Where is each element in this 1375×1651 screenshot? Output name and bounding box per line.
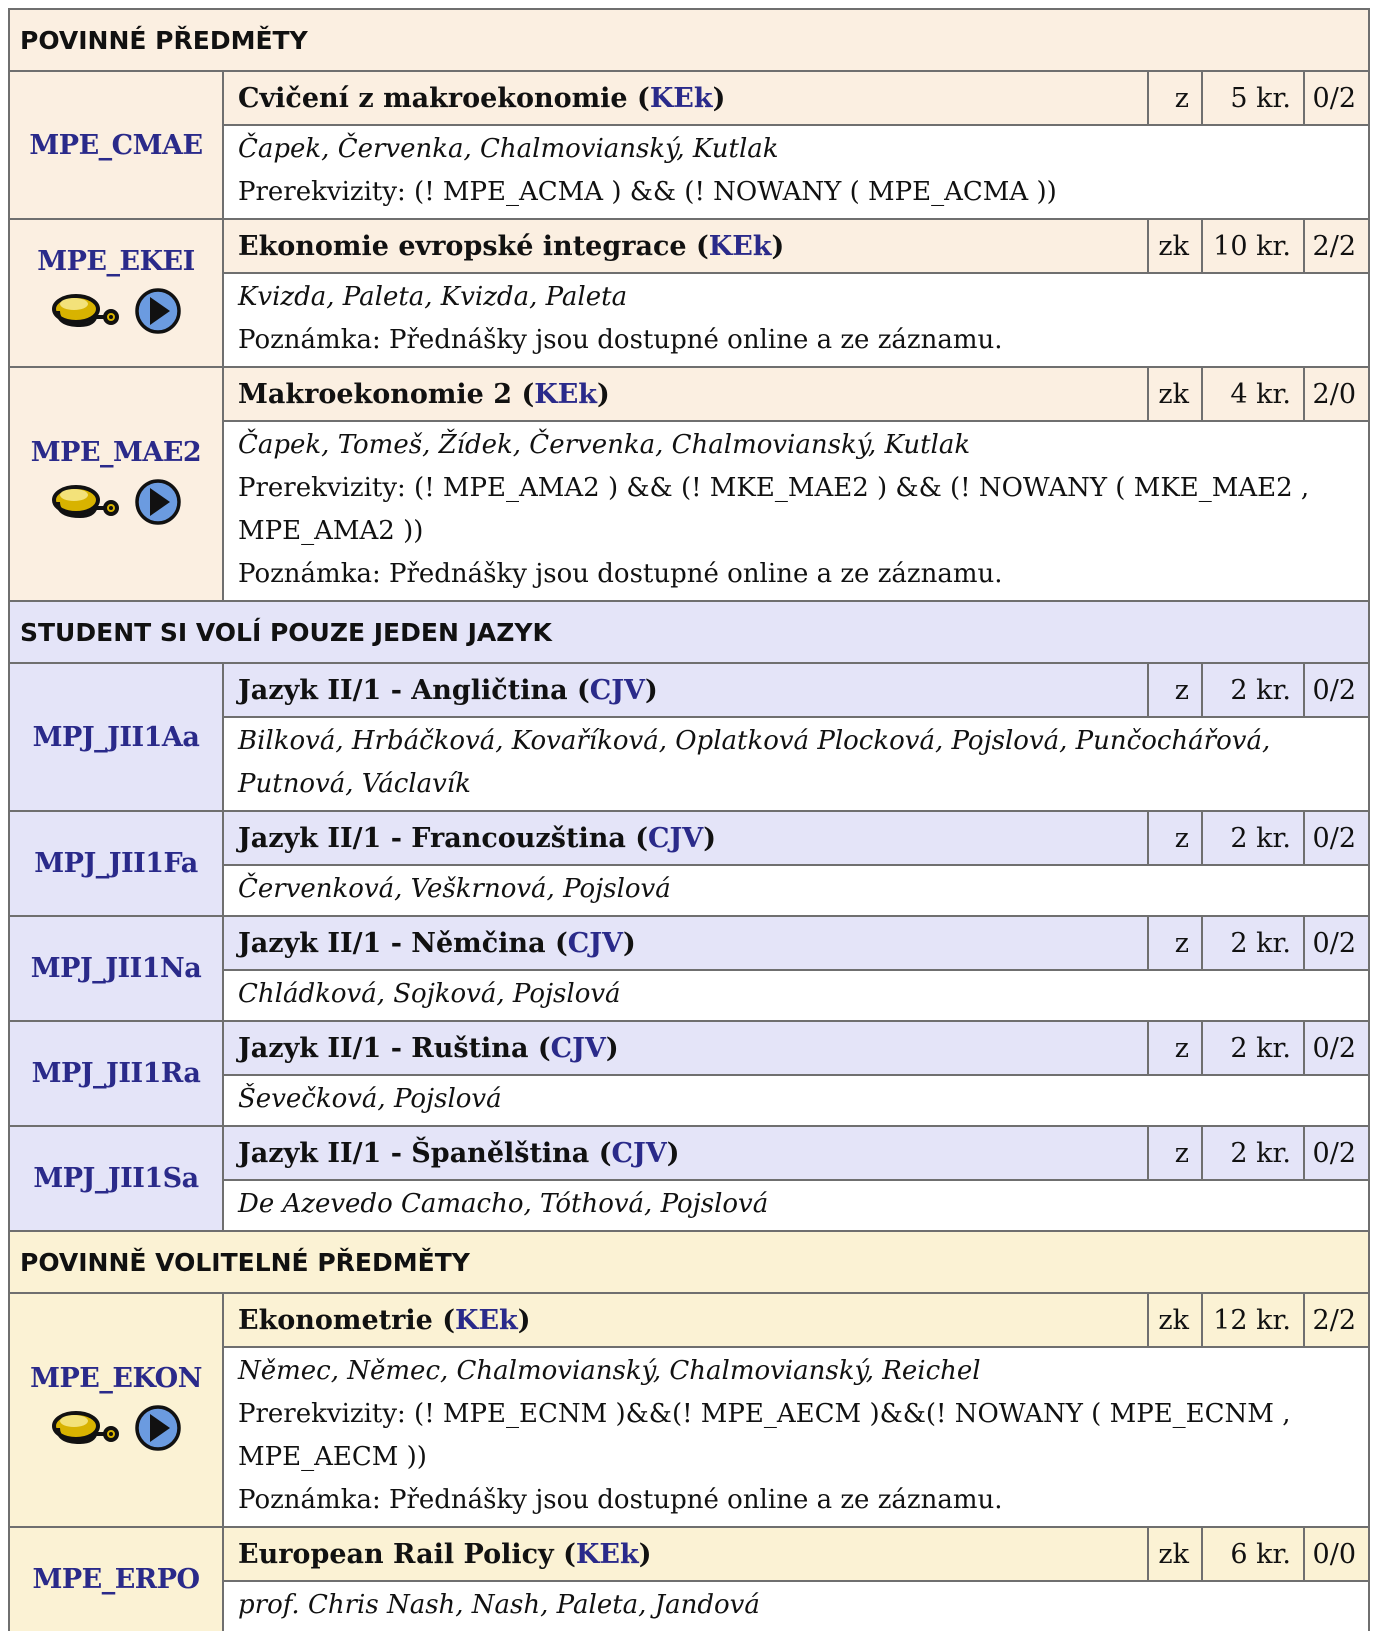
course-name: Ekonomie evropské integrace bbox=[238, 230, 687, 262]
course-title-row bbox=[224, 1528, 1368, 1582]
course-code-cell bbox=[10, 1127, 224, 1230]
paren-open: ( bbox=[567, 674, 590, 706]
course-title-row bbox=[224, 368, 1368, 422]
paren-open: ( bbox=[686, 230, 709, 262]
course-title bbox=[224, 1294, 1147, 1346]
department-link[interactable]: CJV bbox=[550, 1032, 606, 1064]
completion-type: zk bbox=[1147, 220, 1201, 272]
course-row bbox=[8, 662, 1370, 810]
teachers: Ševečková, Pojslová bbox=[238, 1084, 502, 1114]
course-details bbox=[224, 866, 1368, 915]
course-note: Poznámka: Přednášky jsou dostupné online a ze záznamu. bbox=[238, 1485, 1003, 1515]
paren-open: ( bbox=[528, 1032, 551, 1064]
credits: 2 kr. bbox=[1201, 1022, 1303, 1074]
paren-close: ) bbox=[712, 82, 726, 114]
course-body bbox=[224, 368, 1368, 600]
paren-open: ( bbox=[512, 378, 535, 410]
course-note: Poznámka: Přednášky jsou dostupné online a ze záznamu. bbox=[238, 559, 1003, 589]
department-link[interactable]: CJV bbox=[589, 674, 645, 706]
video-camera-icon[interactable] bbox=[50, 287, 120, 340]
hours: 0/2 bbox=[1303, 72, 1368, 124]
course-row bbox=[8, 366, 1370, 600]
course-body bbox=[224, 1022, 1368, 1125]
credits: 5 kr. bbox=[1201, 72, 1303, 124]
course-body bbox=[224, 1294, 1368, 1526]
teachers: Kvizda, Paleta, Kvizda, Paleta bbox=[238, 282, 628, 312]
paren-open: ( bbox=[625, 822, 649, 854]
course-code-cell bbox=[10, 1022, 224, 1125]
hours: 2/0 bbox=[1303, 368, 1368, 420]
course-title-row bbox=[224, 917, 1368, 971]
prerequisites: Prerekvizity: (! MPE_AMA2 ) && (! MKE_MAE2 ) && (! NOWANY ( MKE_MAE2 , MPE_AMA2 )) bbox=[238, 473, 1310, 546]
course-code-link[interactable]: MPJ_JII1Aa bbox=[32, 721, 200, 753]
course-row bbox=[8, 1020, 1370, 1125]
course-title bbox=[224, 917, 1147, 969]
course-code-cell bbox=[10, 917, 224, 1020]
paren-open: ( bbox=[553, 1538, 576, 1570]
course-code-link[interactable]: MPJ_JII1Fa bbox=[34, 848, 198, 879]
course-name: Ekonometrie bbox=[238, 1304, 433, 1336]
credits: 2 kr. bbox=[1201, 917, 1303, 969]
course-code-link[interactable]: MPE_CMAE bbox=[29, 129, 203, 161]
department-link[interactable]: KEk bbox=[534, 378, 598, 410]
paren-close: ) bbox=[517, 1304, 531, 1336]
course-details bbox=[224, 971, 1368, 1020]
course-row bbox=[8, 218, 1370, 366]
department-link[interactable]: CJV bbox=[611, 1137, 667, 1169]
play-icon[interactable] bbox=[134, 287, 182, 340]
department-link[interactable]: KEk bbox=[649, 82, 713, 114]
course-title bbox=[224, 220, 1147, 272]
paren-close: ) bbox=[638, 1538, 652, 1570]
course-details bbox=[224, 274, 1368, 366]
hours: 2/2 bbox=[1303, 1294, 1368, 1346]
completion-type: zk bbox=[1147, 1294, 1201, 1346]
course-name: Makroekonomie 2 bbox=[238, 378, 513, 410]
paren-close: ) bbox=[622, 927, 636, 959]
play-icon[interactable] bbox=[134, 478, 182, 531]
course-code-cell bbox=[10, 1528, 224, 1631]
credits: 2 kr. bbox=[1201, 812, 1303, 864]
paren-close: ) bbox=[666, 1137, 680, 1169]
course-code-cell bbox=[10, 1294, 224, 1526]
course-code-cell bbox=[10, 664, 224, 810]
course-row bbox=[8, 1292, 1370, 1526]
completion-type: z bbox=[1147, 664, 1201, 716]
course-title bbox=[224, 664, 1147, 716]
course-body bbox=[224, 1127, 1368, 1230]
credits: 12 kr. bbox=[1201, 1294, 1303, 1346]
course-name: Jazyk II/1 - Francouzština bbox=[238, 822, 626, 854]
course-code-cell bbox=[10, 220, 224, 366]
course-body bbox=[224, 664, 1368, 810]
hours: 2/2 bbox=[1303, 220, 1368, 272]
video-camera-icon[interactable] bbox=[50, 478, 120, 531]
course-title bbox=[224, 1022, 1147, 1074]
teachers: Němec, Němec, Chalmovianský, Chalmovianský, Reichel bbox=[238, 1356, 981, 1386]
course-code-link[interactable]: MPE_EKON bbox=[30, 1363, 202, 1394]
course-code-link[interactable]: MPE_MAE2 bbox=[30, 437, 202, 468]
course-row bbox=[8, 810, 1370, 915]
course-details bbox=[224, 1076, 1368, 1125]
paren-close: ) bbox=[644, 674, 658, 706]
section-heading: STUDENT SI VOLÍ POUZE JEDEN JAZYK bbox=[8, 600, 1370, 662]
course-code-cell bbox=[10, 72, 224, 218]
hours: 0/2 bbox=[1303, 917, 1368, 969]
hours: 0/2 bbox=[1303, 664, 1368, 716]
course-name: Jazyk II/1 - Angličtina bbox=[238, 674, 568, 706]
paren-close: ) bbox=[605, 1032, 619, 1064]
course-icons bbox=[50, 287, 182, 340]
course-title bbox=[224, 812, 1147, 864]
teachers: Čapek, Červenka, Chalmovianský, Kutlak bbox=[238, 134, 779, 164]
teachers: Bilková, Hrbáčková, Kovaříková, Oplatková Plocková, Pojslová, Punčochářová, Putnová, Václavík bbox=[238, 726, 1271, 799]
hours: 0/2 bbox=[1303, 1127, 1368, 1179]
course-name: Cvičení z makroekonomie bbox=[238, 82, 628, 114]
course-icons bbox=[50, 1404, 182, 1457]
course-code-link[interactable]: MPJ_JII1Na bbox=[30, 953, 202, 984]
course-title-row bbox=[224, 812, 1368, 866]
department-link[interactable]: CJV bbox=[567, 927, 623, 959]
course-title-row bbox=[224, 72, 1368, 126]
paren-open: ( bbox=[589, 1137, 612, 1169]
course-icons bbox=[50, 478, 182, 531]
video-camera-icon[interactable] bbox=[50, 1404, 120, 1457]
course-details bbox=[224, 1181, 1368, 1230]
course-body bbox=[224, 1528, 1368, 1631]
completion-type: z bbox=[1147, 917, 1201, 969]
credits: 2 kr. bbox=[1201, 1127, 1303, 1179]
department-link[interactable]: KEk bbox=[708, 230, 772, 262]
course-details bbox=[224, 718, 1368, 810]
prerequisites: Prerekvizity: (! MPE_ACMA ) && (! NOWANY ( MPE_ACMA )) bbox=[238, 177, 1057, 207]
teachers: De Azevedo Camacho, Tóthová, Pojslová bbox=[238, 1189, 769, 1219]
course-row bbox=[8, 1125, 1370, 1230]
course-code-link[interactable]: MPE_ERPO bbox=[32, 1564, 200, 1595]
course-title bbox=[224, 368, 1147, 420]
course-list bbox=[8, 8, 1370, 1631]
paren-open: ( bbox=[432, 1304, 456, 1336]
course-code-link[interactable]: MPE_EKEI bbox=[37, 246, 195, 277]
course-body bbox=[224, 812, 1368, 915]
teachers: Chládková, Sojková, Pojslová bbox=[238, 979, 621, 1009]
course-code-link[interactable]: MPJ_JII1Sa bbox=[33, 1163, 199, 1194]
course-details bbox=[224, 1348, 1368, 1526]
course-title bbox=[224, 72, 1147, 124]
course-details bbox=[224, 126, 1368, 218]
course-name: Jazyk II/1 - Ruština bbox=[238, 1032, 529, 1064]
course-title-row bbox=[224, 1294, 1368, 1348]
hours: 0/2 bbox=[1303, 812, 1368, 864]
course-name: Jazyk II/1 - Němčina bbox=[238, 927, 546, 959]
hours: 0/2 bbox=[1303, 1022, 1368, 1074]
department-link[interactable]: KEk bbox=[455, 1304, 518, 1336]
completion-type: zk bbox=[1147, 1528, 1201, 1580]
department-link[interactable]: KEk bbox=[575, 1538, 639, 1570]
course-title-row bbox=[224, 220, 1368, 274]
completion-type: z bbox=[1147, 1127, 1201, 1179]
paren-close: ) bbox=[771, 230, 785, 262]
course-title-row bbox=[224, 1127, 1368, 1181]
prerequisites: Prerekvizity: (! MPE_ECNM )&&(! MPE_AECM )&&(! NOWANY ( MPE_ECNM , MPE_AECM )) bbox=[238, 1399, 1291, 1472]
teachers: Čapek, Tomeš, Žídek, Červenka, Chalmovianský, Kutlak bbox=[238, 430, 971, 460]
course-title-row bbox=[224, 1022, 1368, 1076]
play-icon[interactable] bbox=[134, 1404, 182, 1457]
course-title bbox=[224, 1127, 1147, 1179]
credits: 6 kr. bbox=[1201, 1528, 1303, 1580]
section-heading: POVINNÉ PŘEDMĚTY bbox=[8, 8, 1370, 70]
completion-type: z bbox=[1147, 72, 1201, 124]
course-note: Poznámka: Přednášky jsou dostupné online a ze záznamu. bbox=[238, 325, 1003, 355]
department-link[interactable]: CJV bbox=[648, 822, 704, 854]
paren-open: ( bbox=[545, 927, 568, 959]
paren-close: ) bbox=[703, 822, 717, 854]
course-details bbox=[224, 1582, 1368, 1631]
course-name: Jazyk II/1 - Španělština bbox=[238, 1137, 590, 1169]
hours: 0/0 bbox=[1303, 1528, 1368, 1580]
course-body bbox=[224, 917, 1368, 1020]
credits: 10 kr. bbox=[1201, 220, 1303, 272]
credits: 4 kr. bbox=[1201, 368, 1303, 420]
course-code-link[interactable]: MPJ_JII1Ra bbox=[31, 1058, 201, 1089]
course-title bbox=[224, 1528, 1147, 1580]
course-code-cell bbox=[10, 368, 224, 600]
completion-type: zk bbox=[1147, 368, 1201, 420]
course-details bbox=[224, 422, 1368, 600]
completion-type: z bbox=[1147, 1022, 1201, 1074]
course-body bbox=[224, 72, 1368, 218]
course-row bbox=[8, 1526, 1370, 1631]
paren-open: ( bbox=[627, 82, 650, 114]
course-body bbox=[224, 220, 1368, 366]
paren-close: ) bbox=[597, 378, 610, 410]
completion-type: z bbox=[1147, 812, 1201, 864]
course-row bbox=[8, 70, 1370, 218]
teachers: Červenková, Veškrnová, Pojslová bbox=[238, 874, 671, 904]
teachers: prof. Chris Nash, Nash, Paleta, Jandová bbox=[238, 1590, 760, 1620]
section-heading: POVINNĚ VOLITELNÉ PŘEDMĚTY bbox=[8, 1230, 1370, 1292]
course-code-cell bbox=[10, 812, 224, 915]
course-title-row bbox=[224, 664, 1368, 718]
course-name: European Rail Policy bbox=[238, 1538, 554, 1570]
course-row bbox=[8, 915, 1370, 1020]
credits: 2 kr. bbox=[1201, 664, 1303, 716]
